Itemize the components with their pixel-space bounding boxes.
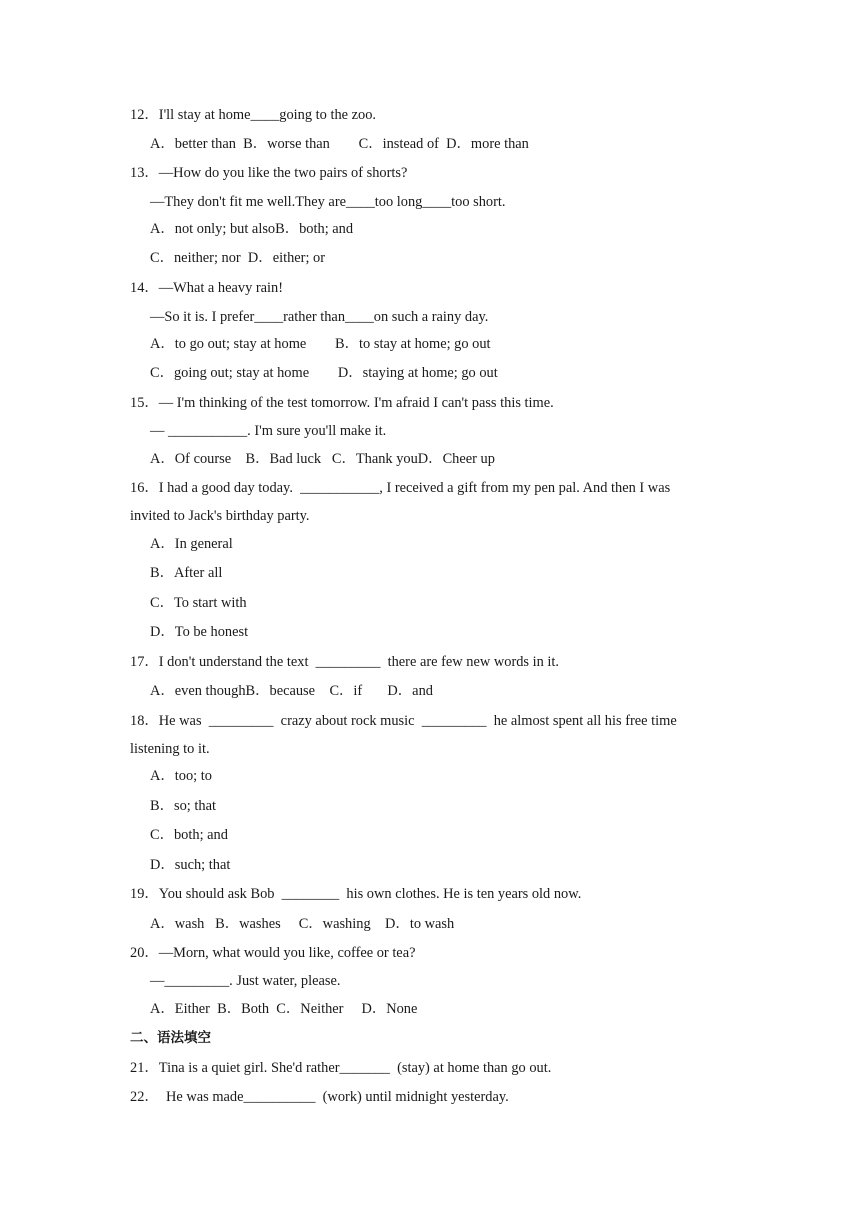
question-16-option-d: D．To be honest [150, 624, 249, 640]
question-19: 19．You should ask Bob ________ his own clothes. He is ten years old now. [130, 886, 582, 902]
question-16: 16．I had a good day today. ___________, I received a gift from my pen pal. And then I was [130, 480, 671, 496]
question-20: 20．—Morn, what would you like, coffee or tea? [130, 945, 416, 961]
question-20-options: A．Either B．Both C．Neither D．None [150, 1001, 418, 1017]
question-12: 12．I'll stay at home____going to the zoo. [130, 107, 376, 123]
question-16-option-c: C．To start with [150, 595, 247, 611]
question-17: 17．I don't understand the text _________ there are few new words in it. [130, 654, 560, 670]
question-15: 15．— I'm thinking of the test tomorrow. I'm afraid I can't pass this time. [130, 395, 554, 411]
question-14-continuation: —So it is. I prefer____rather than____on such a rainy day. [150, 309, 489, 325]
question-16-wrap: invited to Jack's birthday party. [130, 508, 310, 524]
question-16-option-a: A．In general [150, 536, 233, 552]
question-18-option-b: B．so; that [150, 798, 216, 814]
question-18-option-a: A．too; to [150, 768, 212, 784]
question-18-wrap: listening to it. [130, 741, 210, 757]
question-13-options-row-2: C．neither; nor D．either; or [150, 250, 326, 266]
question-18-option-c: C．both; and [150, 827, 228, 843]
question-14-options-row-1: A．to go out; stay at home B．to stay at home; go out [150, 336, 491, 352]
question-22: 22． He was made__________ (work) until midnight yesterday. [130, 1089, 509, 1105]
question-20-continuation: —_________. Just water, please. [150, 973, 341, 989]
question-14: 14．—What a heavy rain! [130, 280, 284, 296]
question-17-options: A．even thoughB．because C．if D．and [150, 683, 433, 699]
question-15-continuation: — ___________. I'm sure you'll make it. [150, 423, 387, 439]
question-21: 21．Tina is a quiet girl. She'd rather_______ (stay) at home than go out. [130, 1060, 552, 1076]
question-12-options: A．better than B．worse than C．instead of D．more than [150, 136, 529, 152]
question-14-options-row-2: C．going out; stay at home D．staying at home; go out [150, 365, 498, 381]
question-13-options-row-1: A．not only; but alsoB．both; and [150, 221, 354, 237]
question-18-option-d: D．such; that [150, 857, 231, 873]
section-heading: 二、语法填空 [130, 1030, 211, 1046]
question-18: 18．He was _________ crazy about rock music _________ he almost spent all his free time [130, 713, 677, 729]
question-13: 13．—How do you like the two pairs of shorts? [130, 165, 408, 181]
question-13-continuation: —They don't fit me well.They are____too long____too short. [150, 194, 506, 210]
question-16-option-b: B．After all [150, 565, 223, 581]
question-19-options: A．wash B．washes C．washing D．to wash [150, 916, 455, 932]
question-15-options: A．Of course B．Bad luck C．Thank youD．Cheer up [150, 451, 495, 467]
